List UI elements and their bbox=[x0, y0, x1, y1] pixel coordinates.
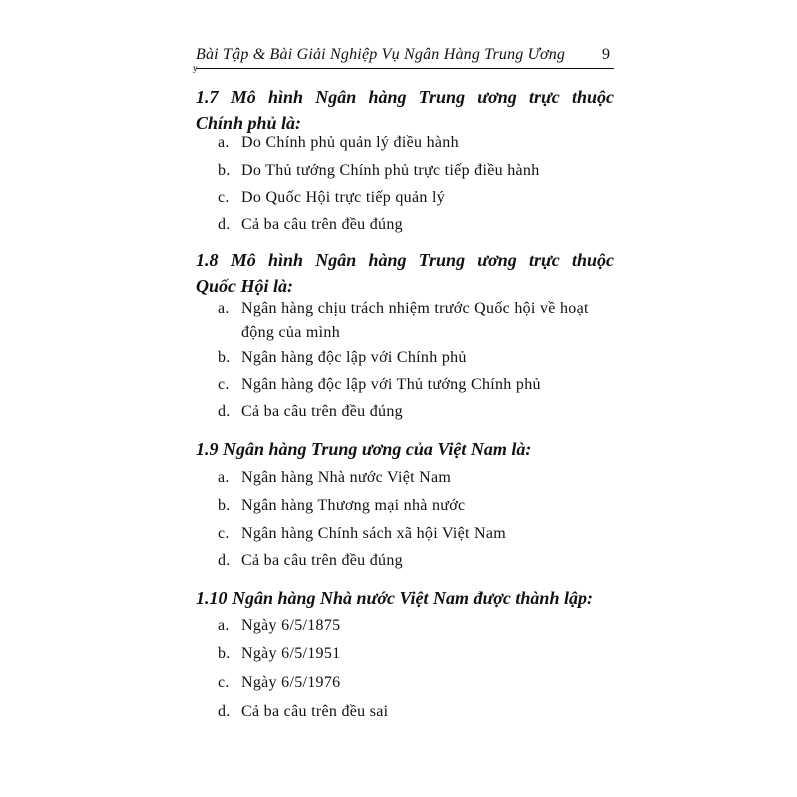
option-a bbox=[218, 614, 618, 638]
option-text: Ngày 6/5/1976 bbox=[241, 674, 341, 691]
question-title-1-10 bbox=[196, 585, 614, 611]
option-text: Do Thủ tướng Chính phủ trực tiếp điều hành bbox=[241, 162, 540, 179]
option-a bbox=[218, 466, 618, 490]
page-number: 9 bbox=[602, 46, 610, 63]
option-text: Ngân hàng Chính sách xã hội Việt Nam bbox=[241, 525, 507, 542]
option-b bbox=[218, 494, 618, 518]
option-text-continuation: động của mình bbox=[241, 324, 340, 341]
question-title-1-9 bbox=[196, 436, 614, 462]
question-title-line1: 1.7 Mô hình Ngân hàng Trung ương trực thuộc bbox=[196, 87, 614, 107]
option-letter: b. bbox=[218, 349, 231, 366]
option-text: Ngày 6/5/1951 bbox=[241, 645, 341, 662]
option-letter: a. bbox=[218, 300, 230, 317]
option-d bbox=[218, 549, 618, 573]
option-letter: b. bbox=[218, 645, 231, 662]
option-text: Ngân hàng độc lập với Chính phủ bbox=[241, 349, 467, 366]
option-text: Do Chính phủ quản lý điều hành bbox=[241, 134, 459, 151]
option-letter: d. bbox=[218, 703, 231, 720]
option-text: Ngày 6/5/1875 bbox=[241, 617, 341, 634]
option-letter: b. bbox=[218, 497, 231, 514]
option-text: Cả ba câu trên đều đúng bbox=[241, 403, 403, 420]
option-text: Ngân hàng chịu trách nhiệm trước Quốc hội về hoạt bbox=[241, 300, 589, 317]
option-d bbox=[218, 400, 618, 424]
option-a bbox=[218, 297, 618, 345]
running-title: Bài Tập & Bài Giải Nghiệp Vụ Ngân Hàng Trung Ương bbox=[196, 46, 566, 63]
header-mark: y bbox=[193, 63, 198, 73]
option-text: Cả ba câu trên đều đúng bbox=[241, 216, 403, 233]
option-d bbox=[218, 700, 618, 724]
option-c bbox=[218, 671, 618, 695]
option-letter: c. bbox=[218, 376, 230, 393]
option-text: Ngân hàng độc lập với Thủ tướng Chính phủ bbox=[241, 376, 541, 393]
option-a bbox=[218, 131, 618, 155]
option-c bbox=[218, 522, 618, 546]
question-title-line1: 1.8 Mô hình Ngân hàng Trung ương trực thuộc bbox=[196, 250, 614, 270]
question-title-line1: 1.10 Ngân hàng Nhà nước Việt Nam được thành lập: bbox=[196, 588, 593, 608]
option-letter: d. bbox=[218, 403, 231, 420]
option-c bbox=[218, 373, 618, 397]
option-text: Ngân hàng Nhà nước Việt Nam bbox=[241, 469, 452, 486]
question-title-1-8 bbox=[196, 247, 614, 299]
option-b bbox=[218, 159, 618, 183]
option-letter: a. bbox=[218, 134, 230, 151]
question-title-line2: Quốc Hội là: bbox=[196, 276, 293, 296]
option-letter: a. bbox=[218, 617, 230, 634]
option-text: Ngân hàng Thương mại nhà nước bbox=[241, 497, 466, 514]
option-letter: c. bbox=[218, 674, 230, 691]
option-letter: c. bbox=[218, 525, 230, 542]
option-c bbox=[218, 186, 618, 210]
option-text: Cả ba câu trên đều đúng bbox=[241, 552, 403, 569]
option-text: Do Quốc Hội trực tiếp quản lý bbox=[241, 189, 445, 206]
option-b bbox=[218, 346, 618, 370]
option-d bbox=[218, 213, 618, 237]
option-text: Cả ba câu trên đều sai bbox=[241, 703, 389, 720]
question-title-line1: 1.9 Ngân hàng Trung ương của Việt Nam là: bbox=[196, 439, 532, 459]
question-title-line2: Chính phủ là: bbox=[196, 113, 302, 133]
option-letter: d. bbox=[218, 552, 231, 569]
option-letter: a. bbox=[218, 469, 230, 486]
option-letter: c. bbox=[218, 189, 230, 206]
question-title-1-7 bbox=[196, 84, 614, 136]
option-b bbox=[218, 642, 618, 666]
option-letter: b. bbox=[218, 162, 231, 179]
page-header bbox=[193, 46, 614, 73]
option-letter: d. bbox=[218, 216, 231, 233]
